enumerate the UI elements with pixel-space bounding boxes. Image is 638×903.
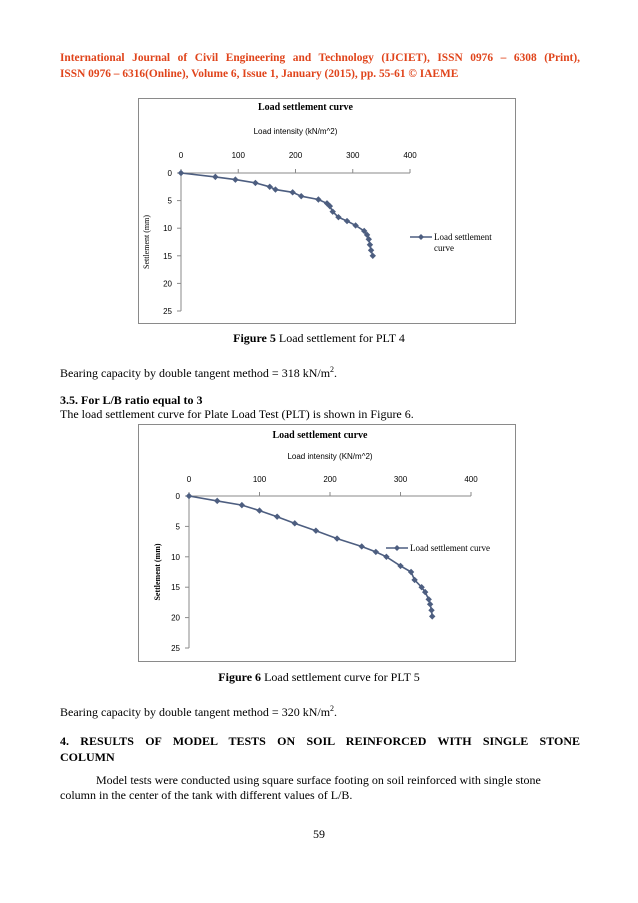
section-4-text-line-2: column in the center of the tank with different values of L/B. bbox=[60, 788, 353, 802]
y-tick-label: 0 bbox=[167, 169, 172, 178]
bearing-capacity-plt4-sup: 2 bbox=[330, 365, 335, 374]
y-tick-label: 25 bbox=[171, 644, 180, 653]
figure-5-caption bbox=[0, 331, 638, 346]
y-tick-label: 5 bbox=[167, 196, 172, 206]
section-3-5-heading: 3.5. For L/B ratio equal to 3 bbox=[60, 393, 203, 407]
y-tick-label: 0 bbox=[175, 492, 180, 501]
page-number: 59 bbox=[313, 827, 325, 841]
x-tick-label: 200 bbox=[323, 475, 337, 484]
y-tick-label: 15 bbox=[163, 251, 172, 261]
bearing-capacity-plt4-end: . bbox=[334, 366, 338, 380]
section-4-heading-line-1: 4. RESULTS OF MODEL TESTS ON SOIL REINFORCED WITH SINGLE STONE bbox=[60, 734, 580, 748]
section-4-text bbox=[60, 773, 580, 803]
chart-load-settlement-plt4 bbox=[138, 98, 516, 324]
chart-title: Load settlement curve bbox=[258, 102, 353, 113]
header-line-1: International Journal of Civil Engineering and Technology (IJCIET), ISSN 0976 – 6308 (Print), bbox=[60, 52, 580, 64]
journal-header bbox=[60, 50, 580, 82]
y-axis-label: Settlement (mm) bbox=[142, 215, 151, 269]
bearing-capacity-plt5-end: . bbox=[334, 705, 338, 719]
x-tick-label: 100 bbox=[231, 151, 245, 160]
y-tick-label: 20 bbox=[163, 279, 172, 289]
x-tick-label: 300 bbox=[393, 475, 408, 484]
header-line-2: ISSN 0976 – 6316(Online), Volume 6, Issue 1, January (2015), pp. 55-61 © IAEME bbox=[60, 68, 459, 80]
y-tick-label: 15 bbox=[171, 583, 180, 593]
chart-title: Load settlement curve bbox=[272, 430, 368, 441]
y-tick-label: 10 bbox=[171, 552, 180, 562]
figure-6-label: Figure 6 bbox=[218, 670, 262, 684]
chart-load-settlement-plt5 bbox=[138, 424, 516, 662]
x-tick-label: 200 bbox=[288, 151, 303, 160]
y-axis-label: Settlement (mm) bbox=[153, 543, 162, 601]
section-4-heading bbox=[60, 733, 580, 765]
section-4-heading-line-2: COLUMN bbox=[60, 750, 115, 764]
figure-6-caption bbox=[0, 670, 638, 685]
y-tick-label: 5 bbox=[175, 522, 180, 532]
x-tick-label: 100 bbox=[252, 475, 267, 484]
section-3-5-text: The load settlement curve for Plate Load Test (PLT) is shown in Figure 6. bbox=[60, 407, 414, 421]
section-4-text-line-1: Model tests were conducted using square surface footing on soil reinforced with single stone bbox=[96, 773, 541, 787]
bearing-capacity-plt4 bbox=[60, 362, 337, 381]
x-tick-label: 0 bbox=[186, 475, 192, 484]
x-tick-label: 400 bbox=[464, 475, 478, 484]
bearing-capacity-plt5 bbox=[60, 701, 337, 720]
x-axis-label: Load intensity (KN/m^2) bbox=[287, 452, 373, 461]
legend-label-line: Load settlement bbox=[434, 232, 492, 242]
figure-6-text: Load settlement curve for PLT 5 bbox=[261, 670, 420, 684]
figure-5-text: Load settlement for PLT 4 bbox=[275, 331, 405, 345]
bearing-capacity-plt4-text: Bearing capacity by double tangent method = 318 kN/m bbox=[60, 366, 331, 380]
figure-5-label: Figure 5 bbox=[233, 331, 276, 345]
y-tick-label: 10 bbox=[163, 224, 172, 234]
legend-label-line: curve bbox=[434, 243, 454, 253]
legend-label: Load settlement curve bbox=[410, 543, 490, 553]
x-axis-label: Load intensity (kN/m^2) bbox=[253, 127, 338, 136]
y-tick-label: 25 bbox=[163, 307, 172, 316]
y-tick-label: 20 bbox=[171, 613, 180, 623]
x-tick-label: 400 bbox=[403, 151, 417, 160]
bearing-capacity-plt5-sup: 2 bbox=[330, 704, 335, 713]
x-tick-label: 300 bbox=[346, 151, 360, 160]
x-tick-label: 0 bbox=[178, 151, 184, 160]
bearing-capacity-plt5-text: Bearing capacity by double tangent method = 320 kN/m bbox=[60, 705, 331, 719]
